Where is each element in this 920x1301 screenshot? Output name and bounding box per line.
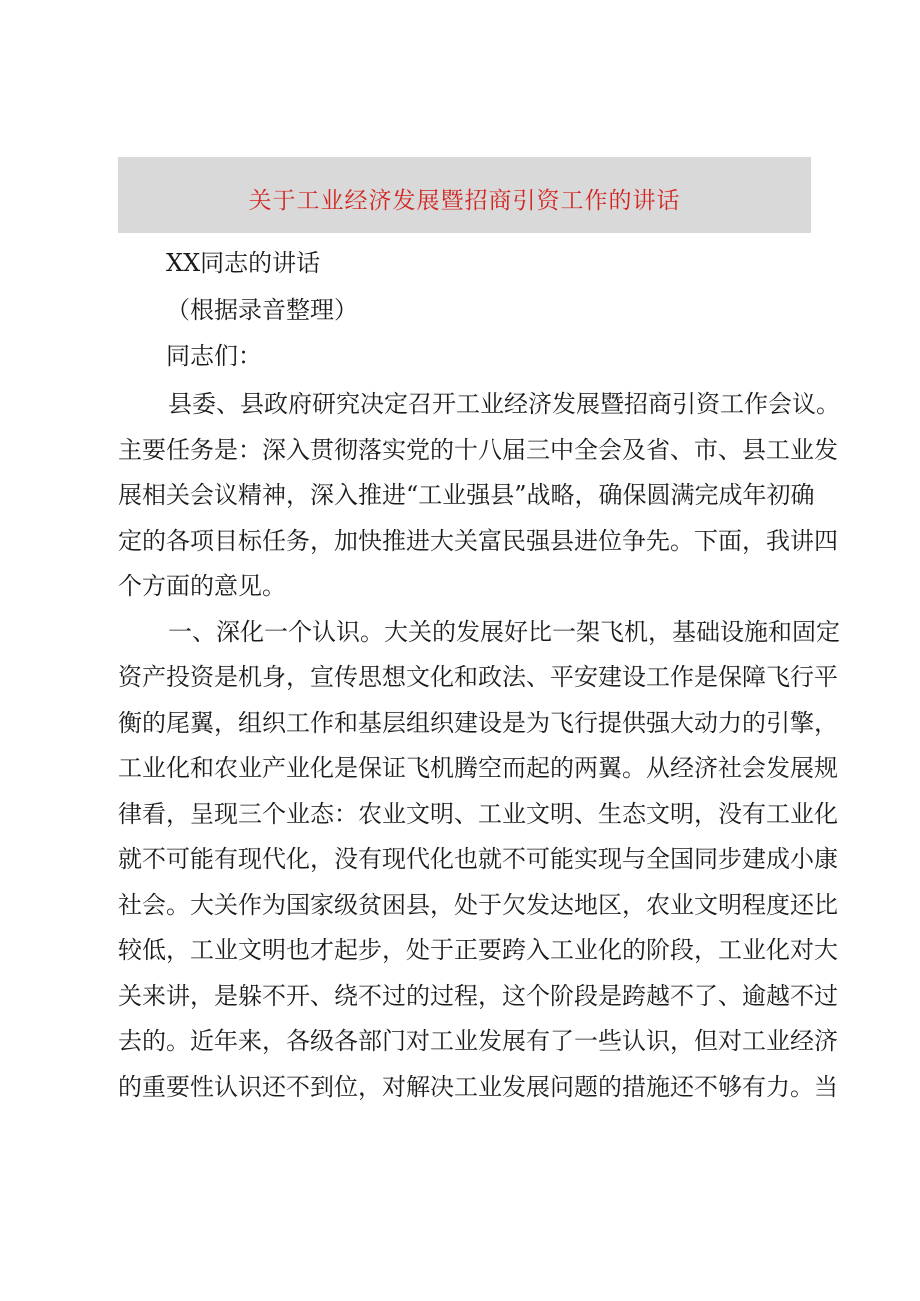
text-line: 展相关会议精神，深入推进“工业强县”战略，确保圆满完成年初确 bbox=[118, 481, 815, 509]
text-line: 定的各项目标任务，加快推进大关富民强县进位争先。下面，我讲四 bbox=[118, 526, 838, 555]
title-banner bbox=[118, 157, 811, 233]
text-line: 县委、县政府研究决定召开工业经济发展暨招商引资工作会议。 bbox=[144, 390, 840, 418]
text-line: 去的。近年来，各级各部门对工业发展有了一些认识，但对工业经济 bbox=[118, 1027, 838, 1055]
text-line: 律看，呈现三个业态：农业文明、工业文明、生态文明，没有工业化 bbox=[118, 799, 838, 828]
text-line: 衡的尾翼，组织工作和基层组织建设是为飞行提供强大动力的引擎， bbox=[118, 708, 838, 737]
document-title: 关于工业经济发展暨招商引资工作的讲话 bbox=[248, 187, 681, 214]
text-line: 个方面的意见。 bbox=[118, 572, 286, 600]
text-line: 关来讲，是躲不开、绕不过的过程，这个阶段是跨越不了、逾越不过 bbox=[118, 981, 838, 1010]
text-line: 主要任务是：深入贯彻落实党的十八届三中全会及省、市、县工业发 bbox=[118, 435, 838, 464]
text-line: 资产投资是机身，宣传思想文化和政法、平安建设工作是保障飞行平 bbox=[118, 663, 838, 691]
text-line: 就不可能有现代化，没有现代化也就不可能实现与全国同步建成小康 bbox=[118, 845, 838, 873]
salutation: 同志们： bbox=[166, 342, 262, 370]
text-line: 一、深化一个认识。大关的发展好比一架飞机，基础设施和固定 bbox=[144, 617, 840, 646]
text-line: 工业化和农业产业化是保证飞机腾空而起的两翼。从经济社会发展规 bbox=[118, 754, 838, 782]
speaker-line: XX同志的讲话 bbox=[166, 249, 321, 277]
body-text bbox=[118, 382, 840, 1110]
text-line: 的重要性认识还不到位，对解决工业发展问题的措施还不够有力。当 bbox=[118, 1072, 838, 1101]
text-line: 社会。大关作为国家级贫困县，处于欠发达地区，农业文明程度还比 bbox=[118, 890, 838, 919]
note-line: （根据录音整理） bbox=[166, 296, 358, 324]
text-line: 较低，工业文明也才起步，处于正要跨入工业化的阶段，工业化对大 bbox=[118, 936, 838, 964]
